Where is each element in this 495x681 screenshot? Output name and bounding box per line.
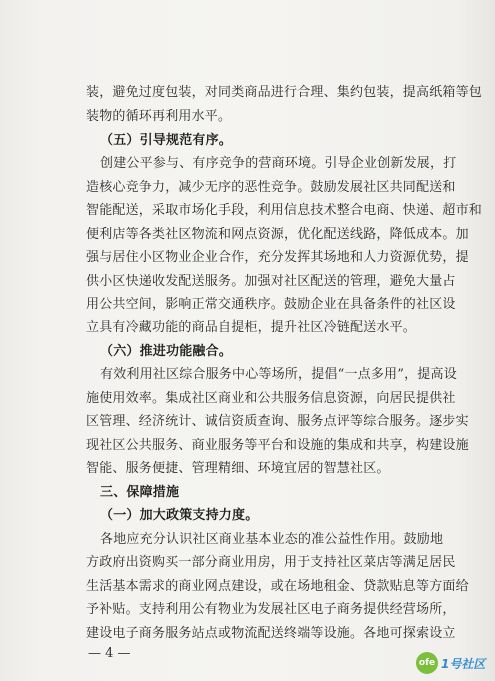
body-line: 装物的循环再利用水平。 — [86, 109, 232, 124]
body-line: 用公共空间，影响正常交通秩序。鼓励企业在具备条件的社区设 — [86, 297, 456, 312]
body-line: 造核心竞争力，减少无序的恶性竞争。鼓励发展社区共同配送和 — [86, 180, 456, 195]
body-line: 施使用效率。集成社区商业和公共服务信息资源，向居民提供社 — [86, 391, 456, 406]
body-line: 供小区快递收发配送服务。加强对社区配送的管理，避免大量占 — [86, 274, 456, 289]
chapter-heading: 三、保障措施 — [100, 485, 180, 500]
body-line: 创建公平参与、有序竞争的营商环境。引导企业创新发展，打 — [100, 156, 457, 171]
section-heading: （一）加大政策支持力度。 — [100, 508, 259, 523]
body-line: 强与居住小区物业企业合作，充分发挥其场地和人力资源优势，提 — [86, 250, 469, 265]
watermark-logo-icon: ofe — [416, 652, 438, 674]
page-number: — 4 — — [88, 646, 131, 661]
section-heading: （六）推进功能融合。 — [100, 344, 233, 359]
body-line: 智能、服务便捷、管理精细、环境宜居的智慧社区。 — [86, 461, 390, 476]
body-line: 区管理、经济统计、诚信资质查询、服务点评等综合服务。逐步实 — [86, 414, 469, 429]
site-watermark — [416, 650, 495, 676]
body-line: 方政府出资购买一部分商业用房，用于支持社区菜店等满足居民 — [86, 555, 456, 570]
body-line: 予补贴。支持利用公有物业为发展社区电子商务提供经营场所， — [86, 602, 456, 617]
body-line: 装，避免过度包装，对同类商品进行合理、集约包装，提高纸箱等包 — [86, 85, 483, 100]
body-line: 智能配送，采取市场化手段，利用信息技术整合电商、快递、超市和 — [86, 203, 483, 218]
body-line: 立具有冷藏功能的商品自提柜，提升社区冷链配送水平。 — [86, 320, 417, 335]
body-line: 各地应充分认识社区商业基本业态的准公益性作用。鼓励地 — [100, 532, 444, 547]
watermark-text: 1号社区 — [441, 656, 486, 671]
body-line: 有效利用社区综合服务中心等场所，提倡“一点多用”，提高设 — [100, 367, 457, 382]
body-line: 便利店等各类社区物流和网点资源，优化配送线路，降低成本。加 — [86, 227, 469, 242]
section-heading: （五）引导规范有序。 — [100, 133, 233, 148]
body-line: 建设电子商务服务站点或物流配送终端等设施。各地可探索设立 — [86, 626, 456, 641]
body-line: 现社区公共服务、商业服务等平台和设施的集成和共享，构建设施 — [86, 438, 469, 453]
body-line: 生活基本需求的商业网点建设，或在场地租金、贷款贴息等方面给 — [86, 579, 469, 594]
